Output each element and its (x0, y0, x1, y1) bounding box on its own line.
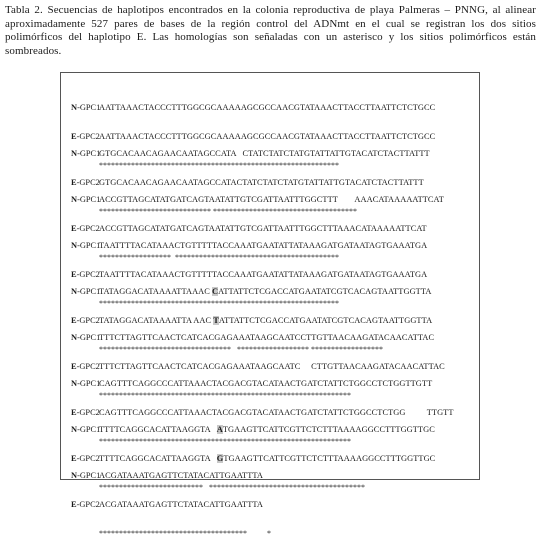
sequence-text: AATTAAACTACCCTTTGGCGCAAAAAGCGCCAACGTATAAACTTACCTTAATTCTCTGCC (99, 103, 436, 113)
sequence-row-a (71, 425, 435, 435)
sequence-row-a (71, 471, 271, 481)
sequence-text: TAATTTTACATAAACTGTTTTTACCAAATGAATATTATAAAGATGATAATAGTGAAATGA (99, 269, 428, 279)
polymorphic-site: T (213, 315, 219, 325)
homology-stars: ****************** ***************************************** (99, 252, 339, 262)
sequence-row-a (71, 379, 454, 389)
sequence-text: TGAAGTTCATTCGTTCTCTTTAAAAGGCCTTTGGTTGC (222, 425, 435, 435)
sequence-text: ACCGTTAGCATATGATCAGTAATATTGTCGATTAATTTGGCTTTAAACATAAAAATTCAT (99, 223, 427, 233)
sequence-row-a (71, 149, 430, 159)
sequence-text: TAATTTTACATAAACTGTTTTTACCAAATGAATATTATAAAGATGATAATAGTGAAATGA (99, 241, 428, 251)
sequence-label: N-GPC1 (71, 333, 101, 343)
sequence-text: ACGATAAATGAGTTCTATACATTGAATTTA (99, 499, 263, 509)
sequence-label: N-GPC1 (71, 149, 101, 159)
sequence-label: E-GPC2 (71, 499, 100, 509)
sequence-text: TATAGGACATAAAATTA AAC (99, 315, 214, 325)
sequence-text: TTTCTTAGTTCAACTCATCACGAGAAATAAGCAATCCTTGTTAACAAGATACAACATTAC (99, 333, 435, 343)
sequence-text: ATTATTCTCGACCATGAATATCGTCACAGTAATTGGTTA (218, 315, 433, 325)
sequence-text: TATAGGACATAAAATTAAAC (99, 287, 213, 297)
sequence-text: ATTATTCTCGACCATGAATATCGTCACAGTAATTGGTTA (218, 287, 432, 297)
table-caption: Tabla 2. Secuencias de haplotipos encontrados en la colonia reproductiva de playa Palmeras – PNNG, al alinear aproximadamente 527 pares de bases de la región control del ADNmt en el cual se registran los dos sitios polimórficos del haplotipo E. Las homologías son señaladas con un asterisco y los sitios polimórficos están sombreados. (5, 4, 536, 57)
sequence-row-b (71, 500, 271, 510)
sequence-text: AATTAAACTACCCTTTGGCGCAAAAAGCGCCAACGTATAAACTTACCTTAATTCTCTGCC (99, 131, 436, 141)
polymorphic-site: A (216, 425, 223, 435)
sequence-text: ACCGTTAGCATATGATCAGTAATATTGTCGATTAATTTGGCTTT AAACATAAAAATTCAT (99, 195, 444, 205)
sequence-text: ACGATAAATGAGTTCTATACATTGAATTTA (99, 471, 263, 481)
sequence-label: N-GPC1 (71, 241, 101, 251)
homology-stars: **************************** ************************************ (99, 206, 357, 216)
sequence-label: N-GPC1 (71, 425, 101, 435)
sequence-label: E-GPC2 (71, 453, 100, 463)
sequence-row-a (71, 195, 444, 205)
sequence-text: TTTCTTAGTTCAACTCATCACGAGAAATAAGCAATC CTTGTTAACAAGATACAACATTAC (99, 361, 445, 371)
polymorphic-site: G (216, 453, 224, 463)
sequence-label: E-GPC2 (71, 407, 100, 417)
sequence-label: N-GPC1 (71, 103, 101, 113)
homology-stars: ************************************* * (99, 528, 271, 538)
sequence-label: E-GPC2 (71, 177, 100, 187)
sequence-label: E-GPC2 (71, 361, 100, 371)
alignment-block-9 (71, 452, 271, 558)
sequence-row-a (71, 103, 435, 113)
homology-stars: ************************************************************ (99, 298, 339, 308)
sequence-text: TTTTCAGGCACATTAAGGTA (99, 425, 217, 435)
sequence-label: E-GPC2 (71, 131, 100, 141)
sequence-text: TGAAGTTCATTCGTTCTCTTTAAAAGGCCTTTGGTTGC (223, 453, 436, 463)
sequence-text: TTTTCAGGCACATTAAGGTA (99, 453, 217, 463)
homology-stars: ********************************* ****************** ****************** (99, 344, 383, 354)
sequence-text: CAGTTTCAGGCCCATTAAACTACGACGTACATAACTGATCTATTCTGGCCTCTGG TTGTT (99, 407, 454, 417)
homology-stars: ************************************************************ (99, 160, 339, 170)
sequence-text: CAGTTTCAGGCCCATTAAACTACGACGTACATAACTGATCTATTCTGGCCTCTGGTTGTT (99, 379, 433, 389)
sequence-text: GTGCACAACAGAACAATAGCCATA CTATCTATCTATGTATTATTGTACATCTACTTATTT (99, 149, 430, 159)
sequence-label: N-GPC1 (71, 195, 101, 205)
sequence-row-a (71, 333, 445, 343)
alignment-frame (60, 72, 480, 538)
polymorphic-site: C (212, 287, 219, 297)
sequence-label: E-GPC2 (71, 315, 100, 325)
sequence-label: N-GPC1 (71, 287, 101, 297)
sequence-text: GTGCACAACAGAACAATAGCCATACTATCTATCTATGTATTATTGTACATCTACTTATTT (99, 177, 424, 187)
sequence-label: N-GPC1 (71, 379, 101, 389)
sequence-label: E-GPC2 (71, 269, 100, 279)
sequence-row-a (71, 287, 432, 297)
homology-stars: *************************************************************** (99, 436, 351, 446)
sequence-row-a (71, 241, 427, 251)
sequence-label: N-GPC1 (71, 471, 101, 481)
homology-stars: ************************** *************************************** (99, 482, 365, 492)
sequence-label: E-GPC2 (71, 223, 100, 233)
homology-stars: *************************************************************** (99, 390, 351, 400)
